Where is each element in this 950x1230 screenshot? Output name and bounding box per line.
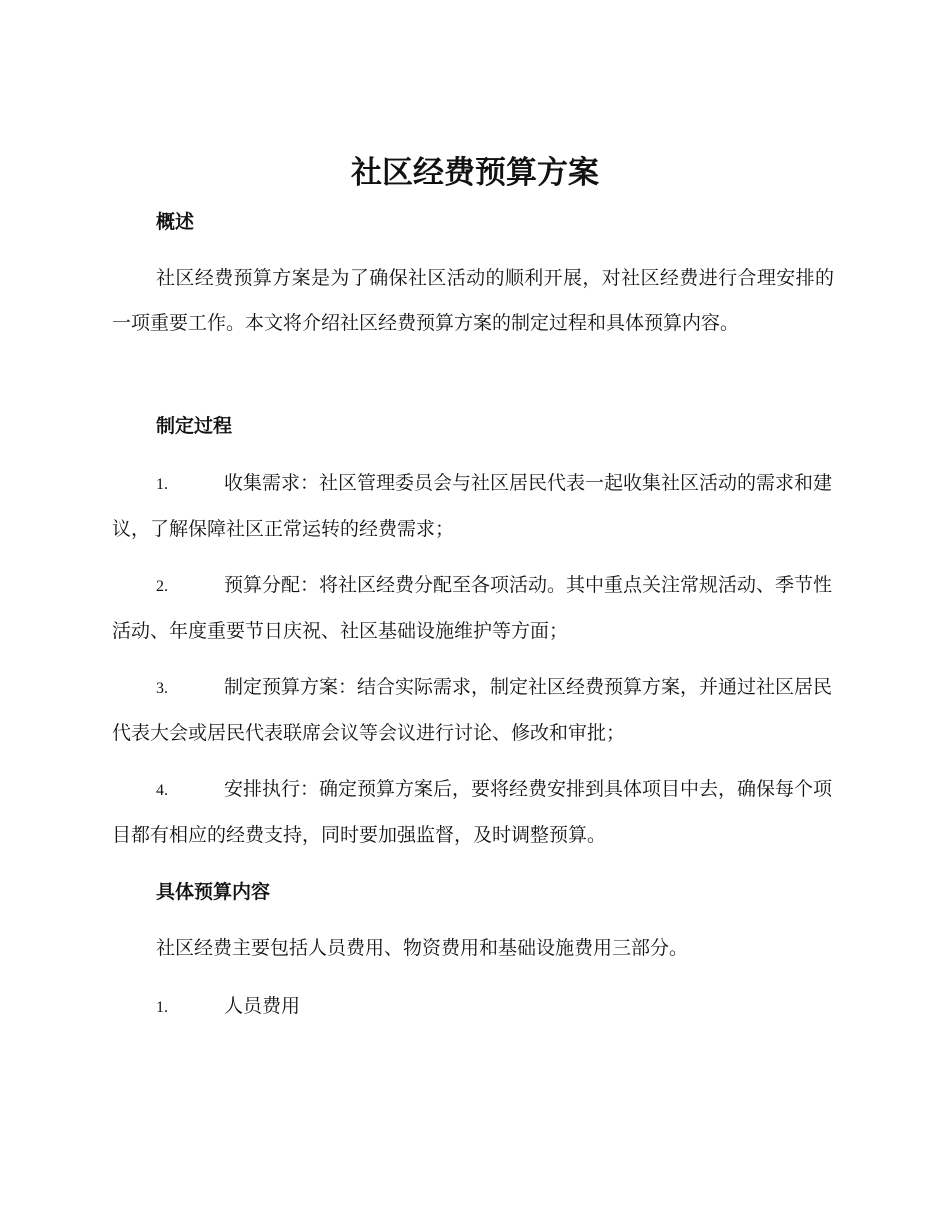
list-item-text: 安排执行：确定预算方案后，要将经费安排到具体项目中去，确保每个项目都有相应的经费支持，同时要加强监督，及时调整预算。 [112, 778, 833, 846]
section-heading-process: 制定过程 [156, 415, 233, 437]
list-number: 1. [156, 999, 168, 1016]
list-number: 3. [156, 680, 168, 697]
list-item-text: 预算分配：将社区经费分配至各项活动。其中重点关注常规活动、季节性活动、年度重要节日庆祝、社区基础设施维护等方面； [112, 574, 833, 642]
budget-paragraph: 社区经费主要包括人员费用、物资费用和基础设施费用三部分。 [156, 937, 689, 959]
document-title: 社区经费预算方案 [351, 155, 599, 191]
section-heading-overview: 概述 [156, 211, 195, 233]
budget-list-item [112, 984, 834, 1030]
process-list-item [112, 461, 834, 552]
process-list-item [112, 767, 834, 858]
process-list-item [112, 563, 834, 654]
list-item-text: 收集需求：社区管理委员会与社区居民代表一起收集社区活动的需求和建议，了解保障社区正常运转的经费需求； [112, 472, 833, 540]
section-heading-budget: 具体预算内容 [156, 881, 271, 903]
process-list-item [112, 665, 834, 756]
list-item-text: 制定预算方案：结合实际需求，制定社区经费预算方案，并通过社区居民代表大会或居民代表联席会议等会议进行讨论、修改和审批； [112, 676, 833, 744]
list-number: 4. [156, 782, 168, 799]
list-number: 2. [156, 578, 168, 595]
list-item-text: 人员费用 [224, 995, 301, 1017]
overview-paragraph: 社区经费预算方案是为了确保社区活动的顺利开展，对社区经费进行合理安排的一项重要工作。本文将介绍社区经费预算方案的制定过程和具体预算内容。 [112, 267, 834, 334]
list-number: 1. [156, 476, 168, 493]
